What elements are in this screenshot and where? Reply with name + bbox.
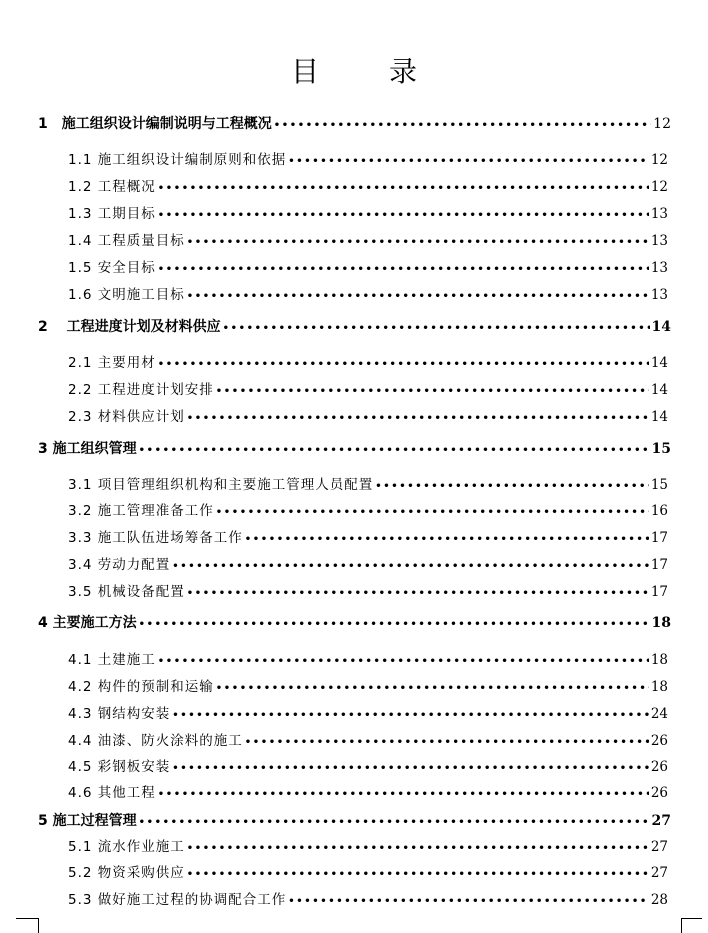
toc-section-entry[interactable]: [68, 476, 668, 496]
toc-page-number: 17: [650, 584, 668, 600]
toc-leader-dots: [187, 840, 649, 858]
toc-leader-dots: [172, 558, 649, 576]
toc-section-entry[interactable]: [68, 259, 668, 279]
toc-leader-dots: [288, 153, 649, 171]
toc-leader-dots: [139, 616, 650, 634]
toc-entry-label: 1.5 安全目标: [68, 260, 156, 276]
toc-page-number: 12: [650, 179, 668, 195]
toc-section-entry[interactable]: [68, 705, 668, 725]
toc-entry-label: 5 施工过程管理: [38, 813, 137, 829]
toc-page-number: 14: [650, 382, 668, 398]
toc-section-entry[interactable]: [68, 864, 668, 884]
toc-leader-dots: [375, 478, 649, 496]
toc-leader-dots: [158, 653, 649, 671]
toc-section-entry[interactable]: [68, 502, 668, 522]
toc-leader-dots: [139, 814, 650, 832]
toc-leader-dots: [158, 261, 649, 279]
toc-entry-label: 3.2 施工管理准备工作: [68, 503, 214, 519]
toc-section-entry[interactable]: [68, 583, 668, 603]
toc-page-number: 17: [650, 530, 668, 546]
toc-entry-label: 4.5 彩钢板安装: [68, 759, 171, 775]
toc-page-number: 12: [650, 152, 668, 168]
toc-section-entry[interactable]: [68, 205, 668, 225]
toc-page-number: 18: [650, 652, 668, 668]
toc-page-number: 18: [650, 679, 668, 695]
toc-entry-label: 2 工程进度计划及材料供应: [38, 319, 221, 335]
toc-section-entry[interactable]: [68, 784, 668, 804]
toc-entry-label: 4.3 钢结构安装: [68, 706, 171, 722]
toc-leader-dots: [187, 410, 649, 428]
toc-leader-dots: [245, 531, 649, 549]
toc-section-entry[interactable]: [68, 758, 668, 778]
crop-mark-bottom-left: [16, 918, 39, 933]
toc-section-entry[interactable]: [68, 678, 668, 698]
toc-entry-label: 1.2 工程概况: [68, 179, 156, 195]
toc-page-number: 15: [650, 477, 668, 493]
toc-title-left: 目: [290, 55, 319, 88]
toc-entry-label: 3.5 机械设备配置: [68, 584, 185, 600]
toc-leader-dots: [139, 442, 650, 460]
toc-leader-dots: [288, 893, 649, 911]
toc-leader-dots: [223, 320, 650, 338]
toc-page-number: 24: [650, 706, 668, 722]
toc-section-entry[interactable]: [68, 178, 668, 198]
toc-chapter-entry[interactable]: [38, 440, 671, 460]
toc-entry-label: 4.1 土建施工: [68, 652, 156, 668]
toc-page-number: 27: [651, 813, 671, 829]
toc-entry-label: 1.4 工程质量目标: [68, 233, 185, 249]
toc-page-number: 13: [650, 206, 668, 222]
toc-section-entry[interactable]: [68, 408, 668, 428]
toc-leader-dots: [172, 707, 649, 725]
toc-section-entry[interactable]: [68, 151, 668, 171]
toc-page-number: 26: [650, 785, 668, 801]
toc-page-number: 17: [650, 557, 668, 573]
toc-page-number: 26: [650, 759, 668, 775]
toc-page-number: 15: [651, 441, 671, 457]
toc-page-number: 14: [651, 319, 671, 335]
toc-entry-label: 5.1 流水作业施工: [68, 839, 185, 855]
toc-chapter-entry[interactable]: [38, 115, 671, 135]
toc-page-number: 27: [650, 839, 668, 855]
toc-entry-label: 4.6 其他工程: [68, 785, 156, 801]
toc-entry-label: 3.1 项目管理组织机构和主要施工管理人员配置: [68, 477, 374, 493]
toc-section-entry[interactable]: [68, 651, 668, 671]
toc-entry-label: 3 施工组织管理: [38, 441, 137, 457]
toc-leader-dots: [158, 786, 649, 804]
toc-entry-label: 3.4 劳动力配置: [68, 557, 171, 573]
toc-entry-label: 4.4 油漆、防火涂料的施工: [68, 733, 243, 749]
toc-page-number: 26: [650, 733, 668, 749]
toc-leader-dots: [245, 734, 649, 752]
toc-page-number: 28: [650, 892, 668, 908]
crop-mark-bottom-right: [681, 918, 702, 933]
toc-page-number: 12: [653, 116, 671, 132]
toc-title: [0, 50, 708, 90]
toc-entry-label: 1.3 工期目标: [68, 206, 156, 222]
toc-section-entry[interactable]: [68, 556, 668, 576]
toc-entry-label: 2.3 材料供应计划: [68, 409, 185, 425]
toc-section-entry[interactable]: [68, 891, 668, 911]
toc-page-number: 16: [650, 503, 668, 519]
toc-entry-label: 1 施工组织设计编制说明与工程概况: [38, 116, 272, 132]
toc-leader-dots: [274, 117, 651, 135]
toc-section-entry[interactable]: [68, 354, 668, 374]
toc-entry-label: 2.1 主要用材: [68, 355, 156, 371]
toc-section-entry[interactable]: [68, 529, 668, 549]
toc-page-number: 14: [650, 355, 668, 371]
toc-leader-dots: [216, 383, 649, 401]
toc-leader-dots: [158, 180, 649, 198]
toc-page-number: 13: [650, 260, 668, 276]
toc-leader-dots: [158, 207, 649, 225]
toc-section-entry[interactable]: [68, 838, 668, 858]
toc-chapter-entry[interactable]: [38, 812, 671, 832]
toc-entry-label: 5.3 做好施工过程的协调配合工作: [68, 892, 287, 908]
toc-entry-label: 4 主要施工方法: [38, 615, 137, 631]
toc-chapter-entry[interactable]: [38, 614, 671, 634]
toc-title-right: 录: [389, 55, 418, 88]
toc-chapter-entry[interactable]: [38, 318, 671, 338]
toc-page-number: 18: [651, 615, 671, 631]
toc-leader-dots: [187, 585, 649, 603]
toc-section-entry[interactable]: [68, 381, 668, 401]
toc-leader-dots: [187, 288, 649, 306]
toc-entry-label: 1.1 施工组织设计编制原则和依据: [68, 152, 287, 168]
toc-leader-dots: [216, 504, 649, 522]
toc-leader-dots: [216, 680, 649, 698]
toc-entry-label: 4.2 构件的预制和运输: [68, 679, 214, 695]
toc-entry-label: 5.2 物资采购供应: [68, 865, 185, 881]
toc-section-entry[interactable]: [68, 286, 668, 306]
toc-leader-dots: [158, 356, 649, 374]
toc-page-number: 27: [650, 865, 668, 881]
toc-entry-label: 3.3 施工队伍进场筹备工作: [68, 530, 243, 546]
toc-section-entry[interactable]: [68, 732, 668, 752]
toc-page-number: 13: [650, 233, 668, 249]
toc-leader-dots: [187, 234, 649, 252]
toc-leader-dots: [172, 760, 649, 778]
toc-entry-label: 2.2 工程进度计划安排: [68, 382, 214, 398]
toc-section-entry[interactable]: [68, 232, 668, 252]
toc-page-number: 13: [650, 287, 668, 303]
toc-leader-dots: [187, 866, 649, 884]
toc-page-number: 14: [650, 409, 668, 425]
toc-entry-label: 1.6 文明施工目标: [68, 287, 185, 303]
